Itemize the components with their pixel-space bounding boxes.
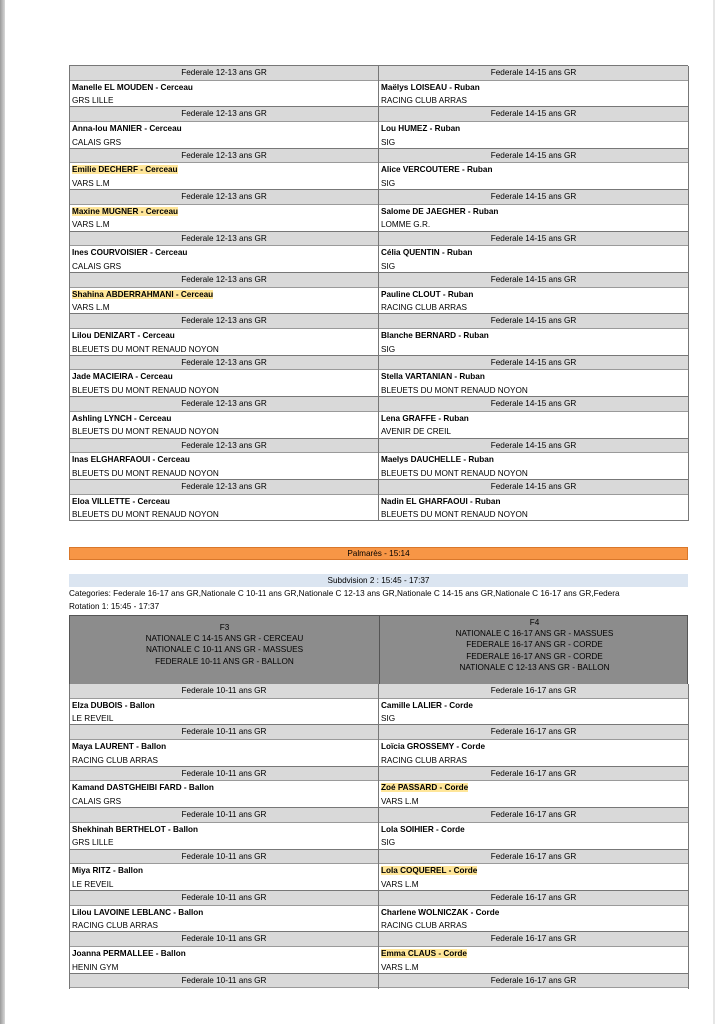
- athlete-name: Shahina ABDERRAHMANI - Cerceau: [72, 289, 214, 299]
- athlete-line: [379, 329, 688, 343]
- athlete-cell-right: [379, 767, 689, 808]
- athlete-name: Joanna PERMALLEE - Ballon: [72, 948, 186, 958]
- club-name: GRS LILLE: [72, 96, 114, 106]
- apparatus-item: NATIONALE C 16-17 ANS GR - MASSUES: [455, 629, 614, 639]
- club-name: BLEUETS DU MONT RENAUD NOYON: [72, 344, 219, 354]
- athlete-name: Elza DUBOIS - Ballon: [72, 700, 155, 710]
- category-label: Federale 10-11 ans GR: [70, 850, 378, 865]
- category-label: Federale 10-11 ans GR: [70, 684, 378, 699]
- club-name: BLEUETS DU MONT RENAUD NOYON: [72, 427, 219, 437]
- athlete-line: [70, 288, 378, 302]
- club-name: LE REVEIL: [72, 879, 114, 889]
- category-label: Federale 16-17 ans GR: [379, 808, 688, 823]
- athlete-cell-left: [70, 314, 379, 355]
- athlete-cell-left: [70, 932, 379, 973]
- athlete-name: Inas ELGHARFAOUI - Cerceau: [72, 455, 190, 465]
- athlete-line: [379, 495, 688, 509]
- category-label: Federale 14-15 ans GR: [379, 397, 688, 412]
- athlete-line: [379, 906, 688, 920]
- athlete-line: [379, 699, 688, 713]
- club-name: BLEUETS DU MONT RENAUD NOYON: [381, 510, 528, 520]
- athlete-name: Anna-lou MANIER - Cerceau: [72, 123, 182, 133]
- athlete-line: [379, 288, 688, 302]
- club-name: SIG: [381, 838, 396, 848]
- athlete-cell-right: [379, 314, 689, 355]
- athlete-name: Manelle EL MOUDEN - Cerceau: [72, 82, 193, 92]
- rotation-table-top: [69, 65, 688, 521]
- athlete-name: Camille LALIER - Corde: [381, 700, 473, 710]
- athlete-cell-left: [70, 974, 379, 989]
- club-name: BLEUETS DU MONT RENAUD NOYON: [381, 385, 528, 395]
- athlete-cell-right: [379, 850, 689, 891]
- athlete-name: Maelys DAUCHELLE - Ruban: [381, 455, 494, 465]
- athlete-name: Maya LAURENT - Ballon: [72, 741, 167, 751]
- club-name: RACING CLUB ARRAS: [381, 303, 467, 313]
- club-name: VARS L.M: [72, 303, 110, 313]
- athlete-line: [70, 205, 378, 219]
- category-label: Federale 12-13 ans GR: [70, 356, 378, 371]
- category-label: Federale 10-11 ans GR: [70, 725, 378, 740]
- category-label: Federale 14-15 ans GR: [379, 356, 688, 371]
- club-name: RACING CLUB ARRAS: [381, 755, 467, 765]
- athlete-line: [70, 823, 378, 837]
- category-label: Federale 12-13 ans GR: [70, 232, 378, 247]
- athlete-line: [70, 370, 378, 384]
- athlete-line: [70, 81, 378, 95]
- athlete-cell-left: [70, 149, 379, 190]
- category-label: Federale 12-13 ans GR: [70, 149, 378, 164]
- athlete-cell-left: [70, 767, 379, 808]
- athlete-line: [379, 453, 688, 467]
- athlete-name: Alice VERCOUTERE - Ruban: [381, 165, 493, 175]
- category-label: Federale 16-17 ans GR: [379, 850, 688, 865]
- subdivision-header: Subdvision 2 : 15:45 - 17:37: [69, 574, 688, 587]
- athlete-name: Célia QUENTIN - Ruban: [381, 248, 473, 258]
- athlete-cell-right: [379, 356, 689, 397]
- category-label: Federale 14-15 ans GR: [379, 480, 688, 495]
- athlete-cell-left: [70, 356, 379, 397]
- athlete-line: [70, 947, 378, 961]
- apparatus-item: FEDERALE 16-17 ANS GR - CORDE: [466, 640, 603, 650]
- athlete-line: [379, 740, 688, 754]
- category-label: Federale 12-13 ans GR: [70, 439, 378, 454]
- club-name: BLEUETS DU MONT RENAUD NOYON: [72, 510, 219, 520]
- athlete-cell-left: [70, 66, 379, 107]
- category-label: Federale 10-11 ans GR: [70, 974, 378, 989]
- athlete-cell-left: [70, 107, 379, 148]
- athlete-line: [70, 740, 378, 754]
- athlete-cell-left: [70, 808, 379, 849]
- category-label: Federale 12-13 ans GR: [70, 480, 378, 495]
- athlete-name: Maëlys LOISEAU - Ruban: [381, 82, 480, 92]
- athlete-cell-right: [379, 480, 689, 521]
- athlete-cell-right: [379, 107, 689, 148]
- athlete-line: [70, 864, 378, 878]
- athlete-line: [379, 823, 688, 837]
- athlete-line: [379, 246, 688, 260]
- athlete-name: Maxine MUGNER - Cerceau: [72, 206, 179, 216]
- athlete-name: Lena GRAFFE - Ruban: [381, 413, 469, 423]
- athlete-line: [70, 906, 378, 920]
- athlete-name: Lola SOIHIER - Corde: [381, 824, 465, 834]
- athlete-name: Stella VARTANIAN - Ruban: [381, 372, 485, 382]
- athlete-line: [379, 163, 688, 177]
- club-name: HENIN GYM: [72, 962, 119, 972]
- category-label: Federale 12-13 ans GR: [70, 66, 378, 81]
- athlete-cell-right: [379, 891, 689, 932]
- athlete-line: [379, 370, 688, 384]
- athlete-cell-right: [379, 149, 689, 190]
- athlete-line: [70, 781, 378, 795]
- athlete-cell-right: [379, 932, 689, 973]
- apparatus-item: NATIONALE C 10-11 ANS GR - MASSUES: [145, 645, 304, 655]
- athlete-line: [379, 412, 688, 426]
- athlete-line: [379, 81, 688, 95]
- athlete-name: Shekhinah BERTHELOT - Ballon: [72, 824, 199, 834]
- club-name: SIG: [381, 714, 396, 724]
- club-name: CALAIS GRS: [72, 796, 122, 806]
- category-label: Federale 14-15 ans GR: [379, 107, 688, 122]
- club-name: RACING CLUB ARRAS: [381, 96, 467, 106]
- category-label: Federale 12-13 ans GR: [70, 190, 378, 205]
- category-label: Federale 10-11 ans GR: [70, 767, 378, 782]
- athlete-line: [70, 412, 378, 426]
- club-name: BLEUETS DU MONT RENAUD NOYON: [72, 468, 219, 478]
- athlete-name: Zoé PASSARD - Corde: [381, 783, 469, 793]
- athlete-name: Salome DE JAEGHER - Ruban: [381, 206, 499, 216]
- athlete-cell-left: [70, 273, 379, 314]
- category-label: Federale 14-15 ans GR: [379, 232, 688, 247]
- club-name: LE REVEIL: [72, 714, 114, 724]
- apparatus-code: F3: [219, 623, 230, 632]
- category-label: Federale 10-11 ans GR: [70, 891, 378, 906]
- athlete-cell-right: [379, 190, 689, 231]
- club-name: CALAIS GRS: [72, 261, 122, 271]
- category-label: Federale 12-13 ans GR: [70, 397, 378, 412]
- athlete-cell-left: [70, 397, 379, 438]
- club-name: VARS L.M: [381, 962, 419, 972]
- palmares-bar: Palmarès - 15:14: [69, 547, 688, 560]
- category-label: Federale 16-17 ans GR: [379, 684, 688, 699]
- club-name: RACING CLUB ARRAS: [381, 921, 467, 931]
- athlete-cell-right: [379, 808, 689, 849]
- club-name: RACING CLUB ARRAS: [72, 921, 158, 931]
- club-name: VARS L.M: [72, 178, 110, 188]
- viewer-page-edge: [0, 0, 5, 1024]
- athlete-line: [70, 163, 378, 177]
- apparatus-code: F4: [529, 618, 540, 627]
- apparatus-item: FEDERALE 10-11 ANS GR - BALLON: [155, 656, 294, 666]
- athlete-name: Pauline CLOUT - Ruban: [381, 289, 474, 299]
- categories-line: Categories: Federale 16-17 ans GR,Nationale C 10-11 ans GR,Nationale C 12-13 ans GR,Nationale C 14-15 ans GR,Nationale C 16-17 ans GR,Federa: [69, 589, 620, 598]
- athlete-cell-left: [70, 850, 379, 891]
- club-name: VARS L.M: [381, 879, 419, 889]
- club-name: SIG: [381, 137, 396, 147]
- category-label: Federale 14-15 ans GR: [379, 314, 688, 329]
- athlete-cell-left: [70, 190, 379, 231]
- club-name: SIG: [381, 261, 396, 271]
- category-label: Federale 14-15 ans GR: [379, 190, 688, 205]
- rotation-line: Rotation 1: 15:45 - 17:37: [69, 602, 160, 611]
- apparatus-item: FEDERALE 16-17 ANS GR - CORDE: [466, 651, 603, 661]
- athlete-name: Emma CLAUS - Corde: [381, 948, 467, 958]
- athlete-line: [379, 947, 688, 961]
- category-label: Federale 16-17 ans GR: [379, 725, 688, 740]
- athlete-cell-right: [379, 974, 689, 989]
- club-name: SIG: [381, 344, 396, 354]
- apparatus-header: [69, 615, 688, 685]
- apparatus-item: NATIONALE C 14-15 ANS GR - CERCEAU: [145, 634, 304, 644]
- category-label: Federale 16-17 ans GR: [379, 891, 688, 906]
- club-name: RACING CLUB ARRAS: [72, 755, 158, 765]
- athlete-line: [70, 246, 378, 260]
- athlete-name: Jade MACIEIRA - Cerceau: [72, 372, 173, 382]
- athlete-cell-right: [379, 232, 689, 273]
- category-label: Federale 10-11 ans GR: [70, 932, 378, 947]
- athlete-name: Eloa VILLETTE - Cerceau: [72, 496, 170, 506]
- category-label: Federale 12-13 ans GR: [70, 107, 378, 122]
- athlete-cell-left: [70, 480, 379, 521]
- athlete-cell-left: [70, 725, 379, 766]
- club-name: BLEUETS DU MONT RENAUD NOYON: [381, 468, 528, 478]
- athlete-cell-right: [379, 725, 689, 766]
- category-label: Federale 10-11 ans GR: [70, 808, 378, 823]
- athlete-cell-right: [379, 66, 689, 107]
- category-label: Federale 16-17 ans GR: [379, 932, 688, 947]
- athlete-name: Ashling LYNCH - Cerceau: [72, 413, 172, 423]
- category-label: Federale 14-15 ans GR: [379, 273, 688, 288]
- athlete-name: Blanche BERNARD - Ruban: [381, 330, 489, 340]
- club-name: SIG: [381, 178, 396, 188]
- athlete-name: Lola COQUEREL - Corde: [381, 866, 478, 876]
- category-label: Federale 16-17 ans GR: [379, 974, 688, 989]
- athlete-name: Kamand DASTGHEIBI FARD - Ballon: [72, 783, 214, 793]
- club-name: VARS L.M: [72, 220, 110, 230]
- athlete-cell-right: [379, 273, 689, 314]
- category-label: Federale 14-15 ans GR: [379, 66, 688, 81]
- category-label: Federale 16-17 ans GR: [379, 767, 688, 782]
- category-label: Federale 14-15 ans GR: [379, 439, 688, 454]
- athlete-cell-left: [70, 439, 379, 480]
- club-name: CALAIS GRS: [72, 137, 122, 147]
- athlete-cell-left: [70, 684, 379, 725]
- athlete-cell-left: [70, 232, 379, 273]
- athlete-line: [70, 495, 378, 509]
- athlete-cell-right: [379, 397, 689, 438]
- athlete-line: [70, 122, 378, 136]
- athlete-cell-right: [379, 684, 689, 725]
- athlete-line: [379, 781, 688, 795]
- apparatus-f4: [379, 616, 689, 684]
- athlete-name: Loïcia GROSSEMY - Corde: [381, 741, 486, 751]
- athlete-cell-left: [70, 891, 379, 932]
- athlete-line: [379, 205, 688, 219]
- club-name: LOMME G.R.: [381, 220, 431, 230]
- rotation-table-bottom: [69, 684, 688, 989]
- athlete-line: [70, 453, 378, 467]
- athlete-line: [379, 122, 688, 136]
- athlete-line: [70, 329, 378, 343]
- club-name: VARS L.M: [381, 796, 419, 806]
- category-label: Federale 14-15 ans GR: [379, 149, 688, 164]
- club-name: AVENIR DE CREIL: [381, 427, 451, 437]
- athlete-name: Lilou LAVOINE LEBLANC - Ballon: [72, 907, 204, 917]
- category-label: Federale 12-13 ans GR: [70, 314, 378, 329]
- club-name: BLEUETS DU MONT RENAUD NOYON: [72, 385, 219, 395]
- athlete-name: Miya RITZ - Ballon: [72, 866, 143, 876]
- athlete-line: [70, 699, 378, 713]
- club-name: GRS LILLE: [72, 838, 114, 848]
- athlete-line: [379, 864, 688, 878]
- athlete-name: Nadin EL GHARFAOUI - Ruban: [381, 496, 501, 506]
- athlete-name: Ines COURVOISIER - Cerceau: [72, 248, 188, 258]
- athlete-name: Lilou DENIZART - Cerceau: [72, 330, 175, 340]
- athlete-name: Emilie DECHERF - Cerceau: [72, 165, 178, 175]
- apparatus-item: NATIONALE C 12-13 ANS GR - BALLON: [459, 662, 610, 672]
- athlete-cell-right: [379, 439, 689, 480]
- apparatus-f3: [70, 616, 379, 684]
- athlete-name: Charlene WOLNICZAK - Corde: [381, 907, 500, 917]
- category-label: Federale 12-13 ans GR: [70, 273, 378, 288]
- athlete-name: Lou HUMEZ - Ruban: [381, 123, 461, 133]
